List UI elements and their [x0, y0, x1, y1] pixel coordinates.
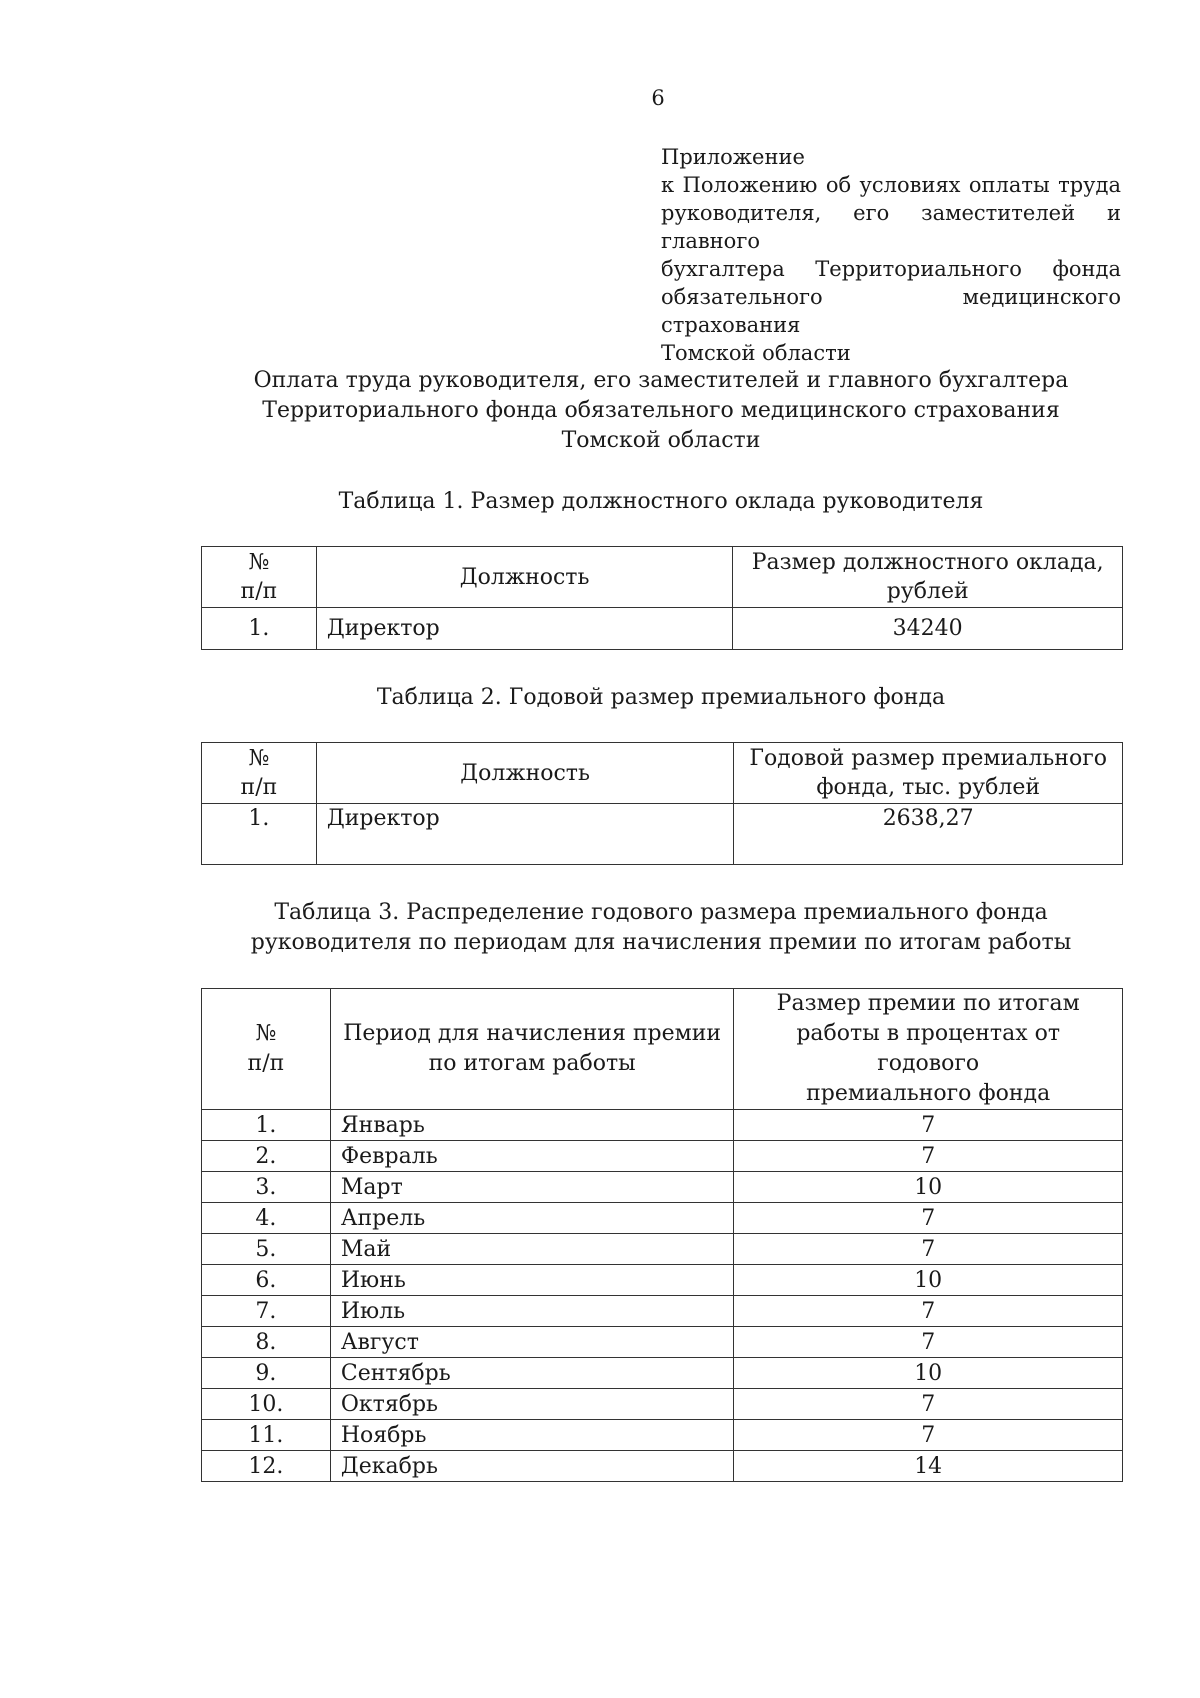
cell-period: Январь	[330, 1110, 734, 1141]
cell-num: 11.	[202, 1420, 331, 1451]
title-line: Территориального фонда обязательного медицинского страхования	[262, 398, 1060, 423]
table-row	[202, 1234, 1123, 1265]
cell-value: 7	[734, 1296, 1123, 1327]
annex-line: к Положению об условиях оплаты труда	[661, 173, 1121, 197]
annex-line: обязательного медицинского страхования	[661, 285, 1121, 337]
cell-period: Март	[330, 1172, 734, 1203]
cell-period: Август	[330, 1327, 734, 1358]
header-num: № п/п	[202, 743, 317, 804]
cell-num: 6.	[202, 1265, 331, 1296]
header-num: № п/п	[202, 547, 317, 608]
table-row	[202, 608, 1123, 650]
cell-num: 12.	[202, 1451, 331, 1482]
header-value: Размер премии по итогам работы в процентах от годового премиального фонда	[734, 989, 1123, 1110]
cell-value: 10	[734, 1358, 1123, 1389]
table-row	[202, 1265, 1123, 1296]
table-row	[202, 1172, 1123, 1203]
table-header-row	[202, 989, 1123, 1110]
table2-caption: Таблица 2. Годовой размер премиального фонда	[376, 685, 946, 710]
table-row	[202, 1110, 1123, 1141]
cell-period: Декабрь	[330, 1451, 734, 1482]
cell-period: Май	[330, 1234, 734, 1265]
cell-num: 4.	[202, 1203, 331, 1234]
cell-period: Февраль	[330, 1141, 734, 1172]
cell-period: Июнь	[330, 1265, 734, 1296]
cell-num: 7.	[202, 1296, 331, 1327]
cell-value: 10	[734, 1172, 1123, 1203]
page-number: 6	[651, 86, 665, 110]
table-row	[202, 1203, 1123, 1234]
cell-num: 1.	[202, 1110, 331, 1141]
cell-num: 3.	[202, 1172, 331, 1203]
table-row	[202, 1389, 1123, 1420]
cell-period: Июль	[330, 1296, 734, 1327]
cell-num: 2.	[202, 1141, 331, 1172]
header-position: Должность	[316, 547, 733, 608]
cell-value: 7	[734, 1327, 1123, 1358]
cell-value: 2638,27	[734, 804, 1123, 865]
annex-header	[661, 143, 1121, 367]
cell-period: Октябрь	[330, 1389, 734, 1420]
title-line: Оплата труда руководителя, его заместителей и главного бухгалтера	[253, 368, 1069, 393]
cell-period: Апрель	[330, 1203, 734, 1234]
table3-monthly-distribution	[201, 988, 1123, 1482]
table-row	[202, 1296, 1123, 1327]
header-position: Должность	[316, 743, 734, 804]
table-row	[202, 1451, 1123, 1482]
table1-salary	[201, 546, 1123, 650]
table-header-row	[202, 743, 1123, 804]
cell-value: 34240	[733, 608, 1123, 650]
table3-caption	[200, 898, 1122, 958]
table-row	[202, 1358, 1123, 1389]
table1-caption: Таблица 1. Размер должностного оклада руководителя	[338, 489, 984, 514]
header-value: Размер должностного оклада, рублей	[733, 547, 1123, 608]
caption-line: Таблица 3. Распределение годового размера премиального фонда	[274, 900, 1048, 925]
table-row	[202, 804, 1123, 865]
table-row	[202, 1327, 1123, 1358]
table-header-row	[202, 547, 1123, 608]
document-title	[200, 366, 1122, 456]
cell-value: 7	[734, 1234, 1123, 1265]
cell-position: Директор	[316, 608, 733, 650]
annex-line: Томской области	[661, 341, 851, 365]
annex-line: руководителя, его заместителей и главного	[661, 201, 1121, 253]
header-period: Период для начисления премии по итогам работы	[330, 989, 734, 1110]
cell-value: 7	[734, 1110, 1123, 1141]
cell-value: 7	[734, 1389, 1123, 1420]
annex-line: бухгалтера Территориального фонда	[661, 257, 1121, 281]
table2-bonus-fund	[201, 742, 1123, 865]
caption-line: руководителя по периодам для начисления премии по итогам работы	[250, 930, 1072, 955]
cell-num: 9.	[202, 1358, 331, 1389]
cell-value: 10	[734, 1265, 1123, 1296]
cell-num: 5.	[202, 1234, 331, 1265]
cell-num: 10.	[202, 1389, 331, 1420]
cell-value: 14	[734, 1451, 1123, 1482]
annex-line: Приложение	[661, 145, 805, 169]
cell-value: 7	[734, 1203, 1123, 1234]
cell-value: 7	[734, 1420, 1123, 1451]
header-value: Годовой размер премиального фонда, тыс. рублей	[734, 743, 1123, 804]
cell-value: 7	[734, 1141, 1123, 1172]
cell-num: 8.	[202, 1327, 331, 1358]
cell-num: 1.	[202, 804, 317, 865]
cell-period: Ноябрь	[330, 1420, 734, 1451]
header-num: № п/п	[202, 989, 331, 1110]
cell-position: Директор	[316, 804, 734, 865]
table-row	[202, 1420, 1123, 1451]
title-line: Томской области	[561, 428, 761, 453]
cell-num: 1.	[202, 608, 317, 650]
table-row	[202, 1141, 1123, 1172]
cell-period: Сентябрь	[330, 1358, 734, 1389]
